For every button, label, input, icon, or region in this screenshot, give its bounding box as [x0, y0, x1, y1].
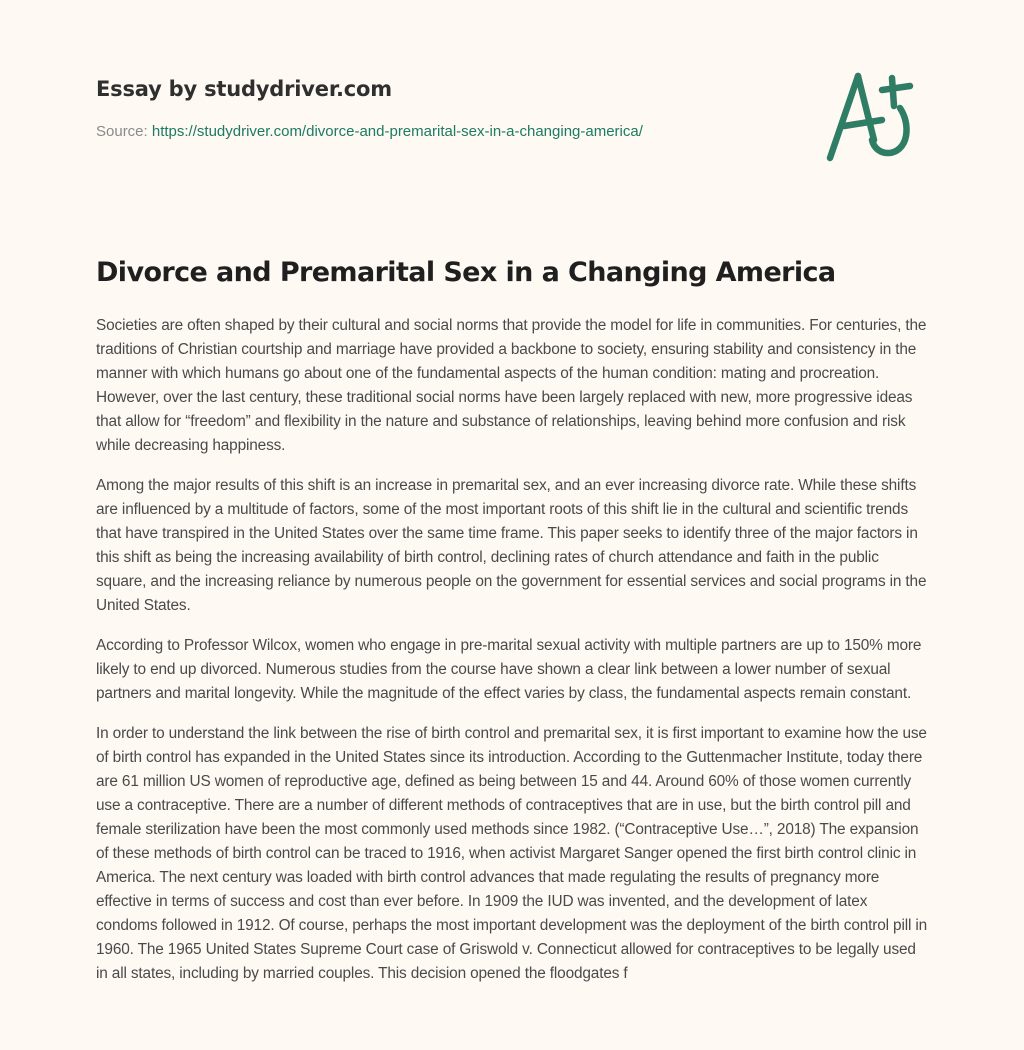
- essay-paragraph: In order to understand the link between the rise of birth control and premarital sex, it is first important to examine how the use of birth control has expanded in the United States since its introduction. According to the Guttenmacher Institute, today there are 61 million US women of reproductive age, defined as being between 15 and 44. Around 60% of those women currently use a contraceptive. There are a number of different methods of contraceptives that are in use, but the birth control pill and female sterilization have been the most commonly used methods since 1982. (“Contraceptive Use…”, 2018) The expansion of these methods of birth control can be traced to 1916, when activist Margaret Sanger opened the first birth control clinic in America. The next century was loaded with birth control advances that made regulating the results of pregnancy more effective in terms of success and cost than ever before. In 1909 the IUD was invented, and the development of latex condoms followed in 1912. Of course, perhaps the most important development was the deployment of the birth control pill in 1960. The 1965 United States Supreme Court case of Griswold v. Connecticut allowed for contraceptives to be legally used in all states, including by married couples. This decision opened the floodgates f: [96, 725, 928, 982]
- essay-paragraph: Societies are often shaped by their cultural and social norms that provide the model for life in communities. For centuries, the traditions of Christian courtship and marriage have provided a backbone to society, ensuring stability and consistency in the manner with which humans go about one of the fundamental aspects of the human condition: mating and procreation. However, over the last century, these traditional social norms have been largely replaced with new, more progressive ideas that allow for “freedom” and flexibility in the nature and substance of relationships, leaving behind more confusion and risk while decreasing happiness.: [96, 317, 927, 454]
- source-link[interactable]: https://studydriver.com/divorce-and-premarital-sex-in-a-changing-america/: [151, 123, 643, 140]
- source-line: [96, 122, 796, 142]
- essay-title: Divorce and Premarital Sex in a Changing America: [96, 257, 836, 288]
- source-label: Source:: [96, 123, 152, 140]
- essay-header: [96, 74, 796, 142]
- essay-paragraph: Among the major results of this shift is an increase in premarital sex, and an ever increasing divorce rate. While these shifts are influenced by a multitude of factors, some of the most important roots of this shift lie in the cultural and scientific trends that have transpired in the United States over the same time frame. This paper seeks to identify three of the major factors in this shift as being the increasing availability of birth control, declining rates of church attendance and faith in the public square, and the increasing reliance by numerous people on the government for essential services and social programs in the United States.: [96, 477, 927, 614]
- site-title: Essay by studydriver.com: [96, 77, 392, 101]
- essay-body: [96, 314, 928, 1002]
- essay-paragraph: According to Professor Wilcox, women who engage in pre-marital sexual activity with multiple partners are up to 150% more likely to end up divorced. Numerous studies from the course have shown a clear link between a lower number of sexual partners and marital longevity. While the magnitude of the effect varies by class, the fundamental aspects remain constant.: [96, 637, 922, 702]
- a-plus-grade-icon: [818, 62, 928, 167]
